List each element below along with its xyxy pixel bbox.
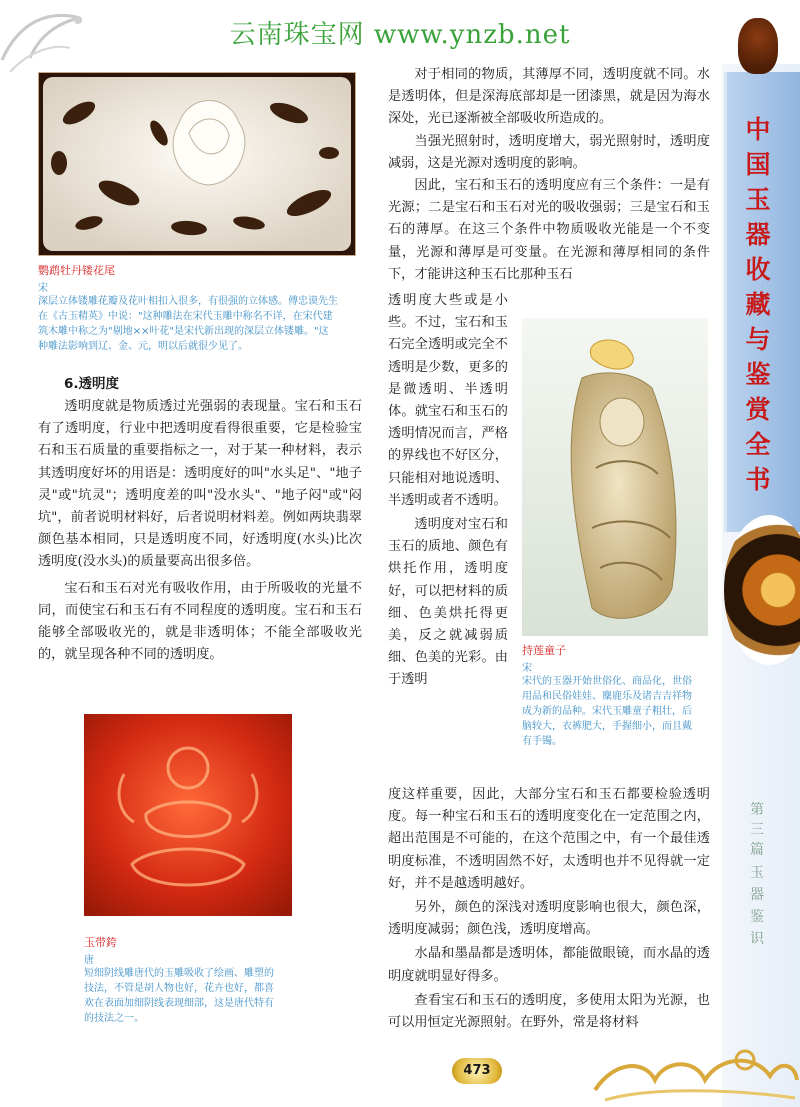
caption-line: 短细阴线雕唐代的玉雕吸收了绘画、雕塑的	[84, 968, 274, 979]
caption-text	[84, 966, 324, 1026]
caption-text	[38, 294, 358, 354]
chapter-char: 三	[750, 822, 764, 838]
caption-text	[522, 674, 718, 749]
body-paragraph: 透明度大些或是小些。不过，宝石和玉石完全透明或完全不透明是少数，更多的是微透明、半透明体。就宝石和玉石的透明情况而言，严格的界线也不好区分，只能相对地说透明、半透明或者不透明。	[388, 293, 508, 508]
book-title-char: 全	[745, 430, 771, 459]
book-title-vertical	[736, 112, 780, 497]
openwork-jade-image	[39, 73, 355, 255]
section-char: 玉	[750, 865, 764, 881]
book-title-char: 鉴	[745, 360, 771, 389]
book-title-char: 中	[745, 115, 771, 144]
jade-belt-plaque-photo	[84, 714, 292, 916]
caption-line: 在《古玉精英》中说："这种雕法在宋代玉雕中称名不详，在宋代建	[38, 311, 333, 322]
body-paragraph: 查看宝石和玉石的透明度，多使用太阳为光源，也可以用恒定光源照射。在野外，常是将材料	[388, 992, 710, 1031]
body-paragraph: 度这样重要，因此，大部分宝石和玉石都要检验透明度。每一种宝石和玉石的透明度变化在一定范围之内，超出范围是不可能的，在这个范围之中，有一个最佳透明度标准，不透明固然不好，太透明也并不见得就一定好，并不是越透明越好。	[388, 787, 710, 891]
body-paragraph: 另外，颜色的深浅对透明度影响也很大，颜色深，透明度减弱；颜色浅，透明度增高。	[388, 900, 710, 938]
site-watermark: 云南珠宝网 www.ynzb.net	[229, 20, 571, 50]
chapter-char: 篇	[750, 842, 764, 858]
lotus-boy-photo	[522, 318, 708, 636]
body-paragraph: 当强光照射时，透明度增大，弱光照射时，透明度减弱，这是光源对透明度的影响。	[388, 133, 710, 171]
jade-monkey-figurine	[738, 18, 778, 74]
book-title-char: 与	[745, 325, 771, 354]
left-text-column	[38, 372, 362, 666]
body-paragraph: 因此，宝石和玉石的透明度应有三个条件：一是有光源；二是宝石和玉石对光的吸收强弱；三是宝石和玉石的薄厚。在这三个条件中物质吸收光能是一个不变量，光源和薄厚是可变量。在光源和薄厚相同的条件下，才能讲这种玉石比那种玉石	[388, 178, 710, 282]
caption-title: 鹦鹉牡丹镂花尾	[38, 264, 115, 277]
top-photo-caption	[38, 262, 358, 354]
caption-line: 脑较大，衣裤肥大，手握细小，而且戴	[522, 721, 692, 732]
page-number: 473	[452, 1058, 502, 1084]
right-text-column-top	[388, 64, 710, 286]
caption-title: 持莲童子	[522, 644, 566, 657]
caption-line: 的技法之一。	[84, 1013, 144, 1024]
body-paragraph: 对于相同的物质，其薄厚不同，透明度就不同。水是透明体，但是深海底部却是一团漆黑，就是因为海水深处，光已逐渐被全部吸收所造成的。	[388, 67, 710, 127]
jade-plaque-photo	[38, 72, 356, 256]
book-title-char: 国	[745, 150, 771, 179]
cloud-scroll-ornament-icon	[585, 1030, 800, 1107]
section-char: 器	[750, 887, 764, 903]
section-label-vertical	[742, 862, 772, 950]
caption-line: 种雕法影响到辽、金、元，明以后就很少见了。	[38, 341, 248, 352]
caption-line: 技法，不管是胡人物也好，花卉也好，都喜	[84, 983, 274, 994]
body-paragraph: 透明度对宝石和玉石的质地、颜色有烘托作用，透明度好，可以把材料的质细、色美烘托得更美，反之就减弱质细、色美的光彩。由于透明	[388, 517, 508, 688]
caption-line: 筑木雕中称之为"剔地××叶花"是宋代新出现的深层立体镂雕。"这	[38, 326, 329, 337]
right-text-column-narrow	[388, 290, 508, 692]
caption-line: 欢在表面加细阴线表现细部，这是唐代特有	[84, 998, 274, 1009]
section-heading: 6.透明度	[64, 376, 120, 392]
right-text-column-bottom	[388, 784, 710, 1034]
book-title-char: 藏	[745, 290, 771, 319]
body-paragraph: 水晶和墨晶都是透明体，都能做眼镜，而水晶的透明度就明显好得多。	[388, 946, 710, 984]
chapter-label-vertical	[742, 800, 772, 860]
book-title-char: 器	[745, 220, 771, 249]
caption-line: 深层立体镂雕花瓣及花叶相扣入很多，有很强的立体感。傅忠谟先生	[38, 296, 338, 307]
chapter-char: 第	[750, 802, 764, 818]
scroll-ornament-icon	[0, 0, 90, 80]
red-plaque-image	[84, 714, 292, 916]
book-title-char: 赏	[745, 395, 771, 424]
section-char: 鉴	[750, 909, 764, 925]
body-paragraph: 透明度就是物质透过光强弱的表现量。宝石和玉石有了透明度，行业中把透明度看得很重要，它是检验宝石和玉石质量的重要指标之一，对于某一种材料，表示其透明度好坏的用语是：透明度好的叫"水头足"、"地子灵"或"坑灵"；透明度差的叫"没水头"、"地子闷"或"闷坑"，前者说明材料好，后者说明材料差。例如两块翡翠颜色基本相同，只是透明度不同，好透明度(水头)比次透明度(没水头)的质量要高出很多倍。	[38, 399, 362, 570]
book-title-char: 书	[745, 465, 771, 494]
bottom-photo-caption	[84, 934, 324, 1026]
caption-title: 玉带銙	[84, 936, 117, 949]
jade-boy-image	[522, 318, 708, 636]
caption-line: 有手镯。	[522, 736, 562, 747]
section-char: 识	[750, 931, 764, 947]
right-photo-caption	[522, 642, 718, 749]
caption-dynasty: 宋	[522, 663, 532, 674]
caption-line: 用品和民俗娃娃、麋鹿乐及诸吉吉祥物	[522, 691, 692, 702]
book-title-char: 玉	[745, 185, 771, 214]
caption-line: 成为新的品种。宋代玉雕童子粗壮，后	[522, 706, 692, 717]
caption-line: 宋代的玉器开始世俗化、商品化，世俗	[522, 676, 692, 687]
book-title-char: 收	[745, 255, 771, 284]
caption-dynasty: 唐	[84, 955, 94, 966]
body-paragraph: 宝石和玉石对光有吸收作用，由于所吸收的光量不同，而使宝石和玉石有不同程度的透明度。宝石和玉石能够全部吸收光的，就是非透明体；不能全部吸收光的，就呈现各种不同的透明度。	[38, 580, 362, 663]
caption-dynasty: 宋	[38, 283, 48, 294]
